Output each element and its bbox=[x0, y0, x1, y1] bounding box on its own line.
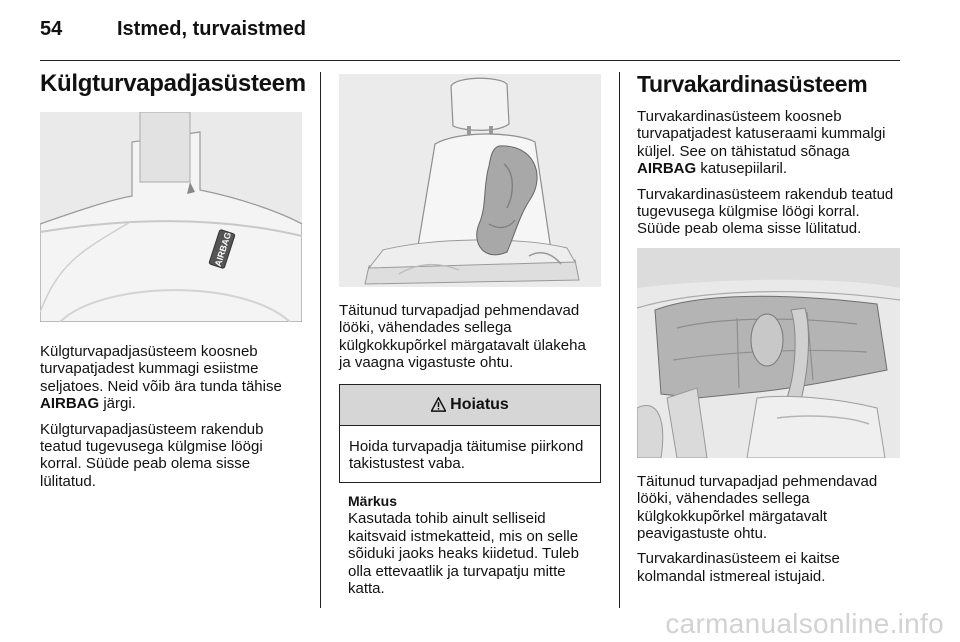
warning-triangle-icon bbox=[431, 397, 446, 412]
right-paragraph-2: Turvakardinasüsteem rakendub teatud tugevusega külgmise löögi korral. Süüde peab olema sisse lülitatud. bbox=[637, 185, 894, 238]
note-title: Märkus bbox=[348, 493, 398, 510]
header-rule bbox=[40, 60, 900, 61]
seat-airbag-label-illustration bbox=[40, 112, 302, 322]
middle-caption: Täitunud turvapadjad pehmendavad lööki, vähendades sellega külgkokkupõrkel märgatavalt ülakeha ja vaagna vigastuste ohtu. bbox=[339, 302, 586, 372]
right-paragraph-1: Turvakardinasüsteem koosneb turvapatjadest katuseraami kummalgi küljel. See on tähistatud sõnaga AIRBAG katusepiilaril. bbox=[637, 108, 886, 178]
left-paragraph-1: Külgturvapadjasüsteem koosneb turvapatjadest kummagi esiistme seljatoes. Neid võib ära tunda tähise AIRBAG järgi. bbox=[40, 343, 282, 413]
column-left bbox=[40, 70, 306, 498]
curtain-airbag-deployed-illustration bbox=[637, 248, 900, 458]
seat-airbag-tag: AIRBAG bbox=[212, 230, 234, 268]
column-right bbox=[637, 70, 900, 593]
right-paragraph-3: Turvakardinasüsteem ei kaitse kolmandal istmereal istujaid. bbox=[637, 550, 840, 585]
warning-title: Hoiatus bbox=[450, 395, 509, 413]
warning-header bbox=[340, 385, 600, 426]
section-title: Istmed, turvaistmed bbox=[117, 18, 306, 40]
warning-box bbox=[339, 384, 601, 484]
page-number: 54 bbox=[40, 18, 63, 40]
right-heading: Turvakardinasüsteem bbox=[637, 71, 868, 97]
left-heading: Külgturvapadjasüsteem bbox=[40, 70, 306, 97]
left-paragraph-2: Külgturvapadjasüsteem rakendub teatud tugevusega külgmise löögi korral. Süüde peab olema sisse lülitatud. bbox=[40, 420, 264, 490]
right-caption: Täitunud turvapadjad pehmendavad lööki, vähendades sellega külgkokkupõrkel märgatavalt peavigastuste ohtu. bbox=[637, 472, 878, 543]
note-text: Kasutada tohib ainult selliseid kaitsvaid istmekatteid, mis on selle sõiduki jaoks heaks kiidetud. Tuleb olla ettevaatlik ja turvapatju mitte katta. bbox=[348, 510, 579, 598]
warning-text: Hoida turvapadja täitumise piirkond takistustest vaba. bbox=[349, 437, 584, 473]
column-divider-2 bbox=[619, 72, 620, 608]
column-divider-1 bbox=[320, 72, 321, 608]
side-airbag-deployed-illustration bbox=[339, 74, 601, 287]
watermark: carmanualsonline.info bbox=[665, 608, 944, 639]
column-middle bbox=[339, 74, 601, 597]
